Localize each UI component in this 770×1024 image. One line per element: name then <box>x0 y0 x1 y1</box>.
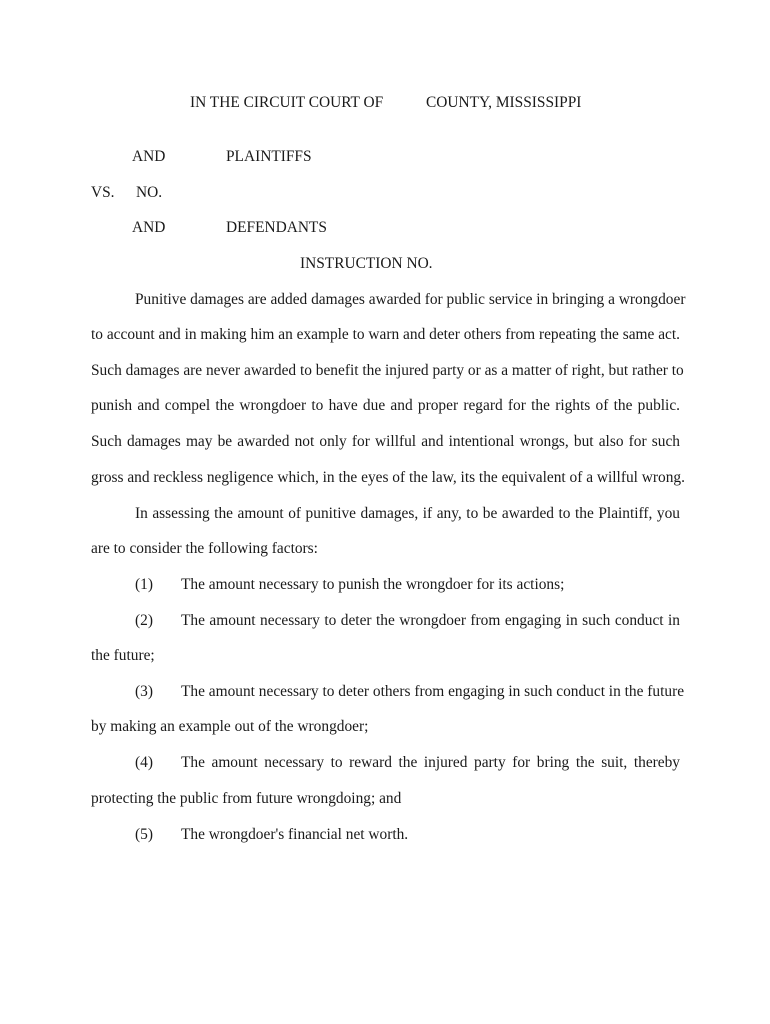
factor-number: (4) <box>135 754 153 771</box>
factor-text-continuation: protecting the public from future wrongdoing; and <box>91 790 402 807</box>
paragraph2-line: are to consider the following factors: <box>91 540 318 557</box>
factor-number: (3) <box>135 683 153 700</box>
case-number-label: NO. <box>136 184 163 201</box>
factor-number: (5) <box>135 826 153 843</box>
court-heading-left: IN THE CIRCUIT COURT OF <box>190 94 384 111</box>
paragraph1-line: punish and compel the wrongdoer to have due and proper regard for the rights of the public. <box>91 397 680 414</box>
defendants-label: DEFENDANTS <box>226 219 327 236</box>
paragraph1-line: Such damages may be awarded not only for willful and intentional wrongs, but also for such <box>91 433 680 450</box>
paragraph2-line: In assessing the amount of punitive damages, if any, to be awarded to the Plaintiff, you <box>135 505 680 522</box>
factor-text: The amount necessary to punish the wrongdoer for its actions; <box>181 576 565 593</box>
factor-text: The amount necessary to reward the injured party for bring the suit, thereby <box>181 754 680 771</box>
factor-text: The amount necessary to deter others from engaging in such conduct in the future <box>181 683 685 700</box>
instruction-title: INSTRUCTION NO. <box>300 255 433 272</box>
factor-number: (1) <box>135 576 153 593</box>
plaintiff-and: AND <box>132 148 166 165</box>
paragraph1-line: to account and in making him an example to warn and deter others from repeating the same act. <box>91 326 680 343</box>
vs-label: VS. <box>91 184 115 201</box>
court-heading-right: COUNTY, MISSISSIPPI <box>426 94 582 111</box>
factor-text: The amount necessary to deter the wrongdoer from engaging in such conduct in <box>181 612 680 629</box>
factor-text: The wrongdoer's financial net worth. <box>181 826 409 843</box>
plaintiffs-label: PLAINTIFFS <box>226 148 312 165</box>
factor-text-continuation: by making an example out of the wrongdoer; <box>91 718 369 735</box>
paragraph1-line: Such damages are never awarded to benefit the injured party or as a matter of right, but rather to <box>91 362 684 379</box>
defendant-and: AND <box>132 219 166 236</box>
paragraph1-line: gross and reckless negligence which, in the eyes of the law, its the equivalent of a willful wrong. <box>91 469 685 486</box>
factor-text-continuation: the future; <box>91 647 155 664</box>
factor-number: (2) <box>135 612 153 629</box>
paragraph1-line: Punitive damages are added damages awarded for public service in bringing a wrongdoer <box>135 291 686 308</box>
